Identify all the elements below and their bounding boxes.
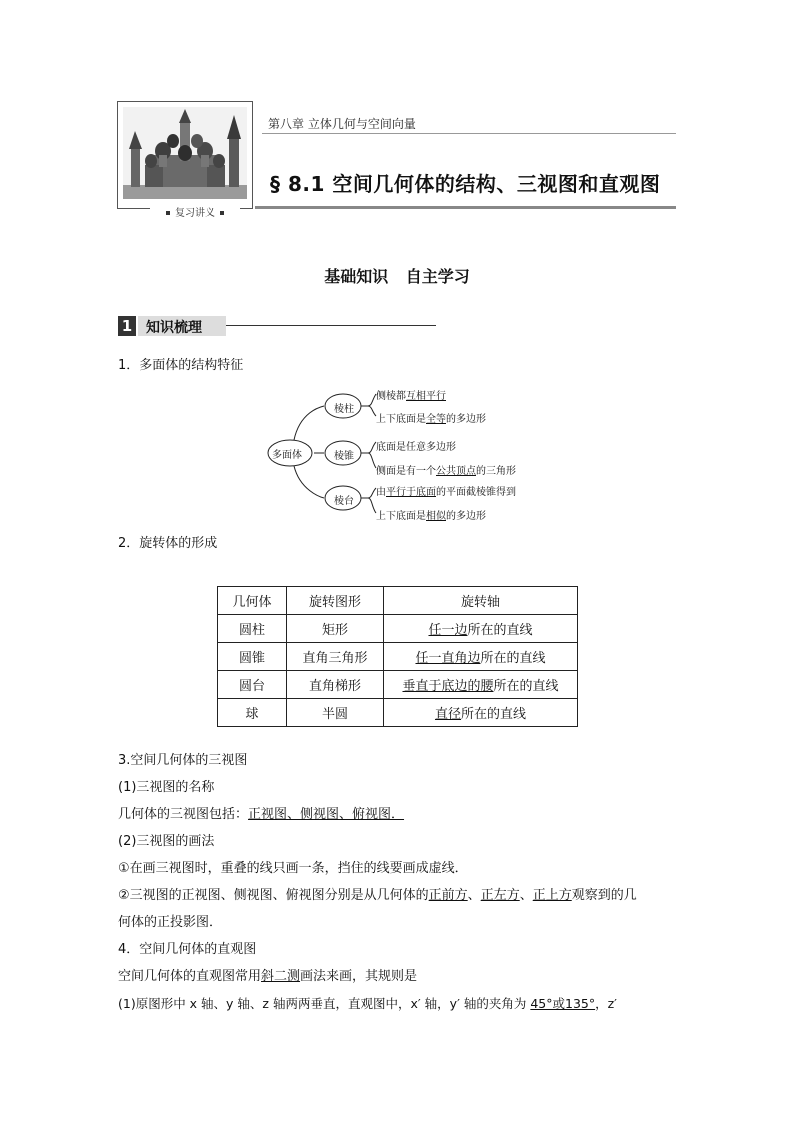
diagram-node-pyramid: 棱锥: [334, 451, 354, 462]
review-label: [150, 204, 240, 219]
cathedral-image: [123, 107, 247, 199]
table-cell-solid: 圆锥: [218, 643, 287, 671]
section-number: 1: [118, 316, 136, 336]
table-cell-solid: 圆台: [218, 671, 287, 699]
item4-heading: 4．空间几何体的直观图: [118, 942, 257, 957]
item4-line2: (1)原图形中 x 轴、y 轴、z 轴两两垂直，直观图中，x′ 轴，y′ 轴的夹角为 45°或135°，z′: [118, 996, 618, 1011]
diagram-node-frustum: 棱台: [334, 496, 354, 507]
item3-heading: 3.空间几何体的三视图: [118, 753, 248, 768]
table-cell-shape: 半圆: [287, 699, 384, 727]
table-row: [218, 615, 578, 643]
section-banner-title: 知识梳理: [146, 320, 202, 336]
table-header-cell: 旋转轴: [384, 587, 578, 615]
diagram-prism-line1: 侧棱都互相平行: [376, 391, 446, 402]
rotation-solids-table: [217, 586, 578, 727]
table-cell-axis: 任一直角边所在的直线: [384, 643, 578, 671]
diagram-prism-line2: 上下底面是全等的多边形: [376, 414, 486, 425]
item3-names: 几何体的三视图包括：正视图、侧视图、俯视图．: [118, 807, 405, 822]
diagram-frustum-line1: 由平行于底面的平面截棱锥得到: [376, 487, 516, 498]
title-underline: [255, 206, 676, 209]
header-divider: [262, 133, 676, 134]
chapter-label: 第八章 立体几何与空间向量: [268, 117, 416, 131]
table-cell-shape: 矩形: [287, 615, 384, 643]
item2-heading: 2．旋转体的形成: [118, 536, 218, 551]
table-cell-axis: 直径所在的直线: [384, 699, 578, 727]
polyhedron-diagram: [260, 382, 540, 524]
table-row: [218, 643, 578, 671]
item3-rule1: ①在画三视图时，重叠的线只画一条，挡住的线要画成虚线．: [118, 861, 468, 876]
center-heading: 基础知识 自主学习: [324, 267, 470, 286]
item3-rule2-cont: 何体的正投影图．: [118, 915, 223, 930]
diagram-node-prism: 棱柱: [334, 404, 354, 415]
table-cell-solid: 球: [218, 699, 287, 727]
table-header-cell: 旋转图形: [287, 587, 384, 615]
table-cell-shape: 直角三角形: [287, 643, 384, 671]
section-title: § 8.1 空间几何体的结构、三视图和直观图: [270, 172, 661, 196]
review-label-text: 复习讲义: [175, 208, 215, 219]
table-cell-shape: 直角梯形: [287, 671, 384, 699]
item1-heading: 1．多面体的结构特征: [118, 358, 244, 373]
item4-line1: 空间几何体的直观图常用斜二测画法来画，其规则是: [118, 969, 418, 984]
section-banner-line: [226, 325, 436, 326]
table-cell-axis: 垂直于底边的腰所在的直线: [384, 671, 578, 699]
diagram-pyramid-line2: 侧面是有一个公共顶点的三角形: [376, 466, 516, 477]
item3-sub1: (1)三视图的名称: [118, 780, 215, 795]
diagram-frustum-line2: 上下底面是相似的多边形: [376, 511, 486, 522]
item3-rule2: ②三视图的正视图、侧视图、俯视图分别是从几何体的正前方、正左方、正上方观察到的几: [118, 888, 637, 903]
table-cell-solid: 圆柱: [218, 615, 287, 643]
table-header-row: [218, 587, 578, 615]
diagram-pyramid-line1: 底面是任意多边形: [376, 442, 456, 453]
table-cell-axis: 任一边所在的直线: [384, 615, 578, 643]
table-row: [218, 699, 578, 727]
table-header-cell: 几何体: [218, 587, 287, 615]
bullet-square-icon: [220, 211, 224, 215]
item3-sub2: (2)三视图的画法: [118, 834, 215, 849]
table-row: [218, 671, 578, 699]
bullet-square-icon: [166, 211, 170, 215]
diagram-root-polyhedron: 多面体: [272, 450, 302, 461]
